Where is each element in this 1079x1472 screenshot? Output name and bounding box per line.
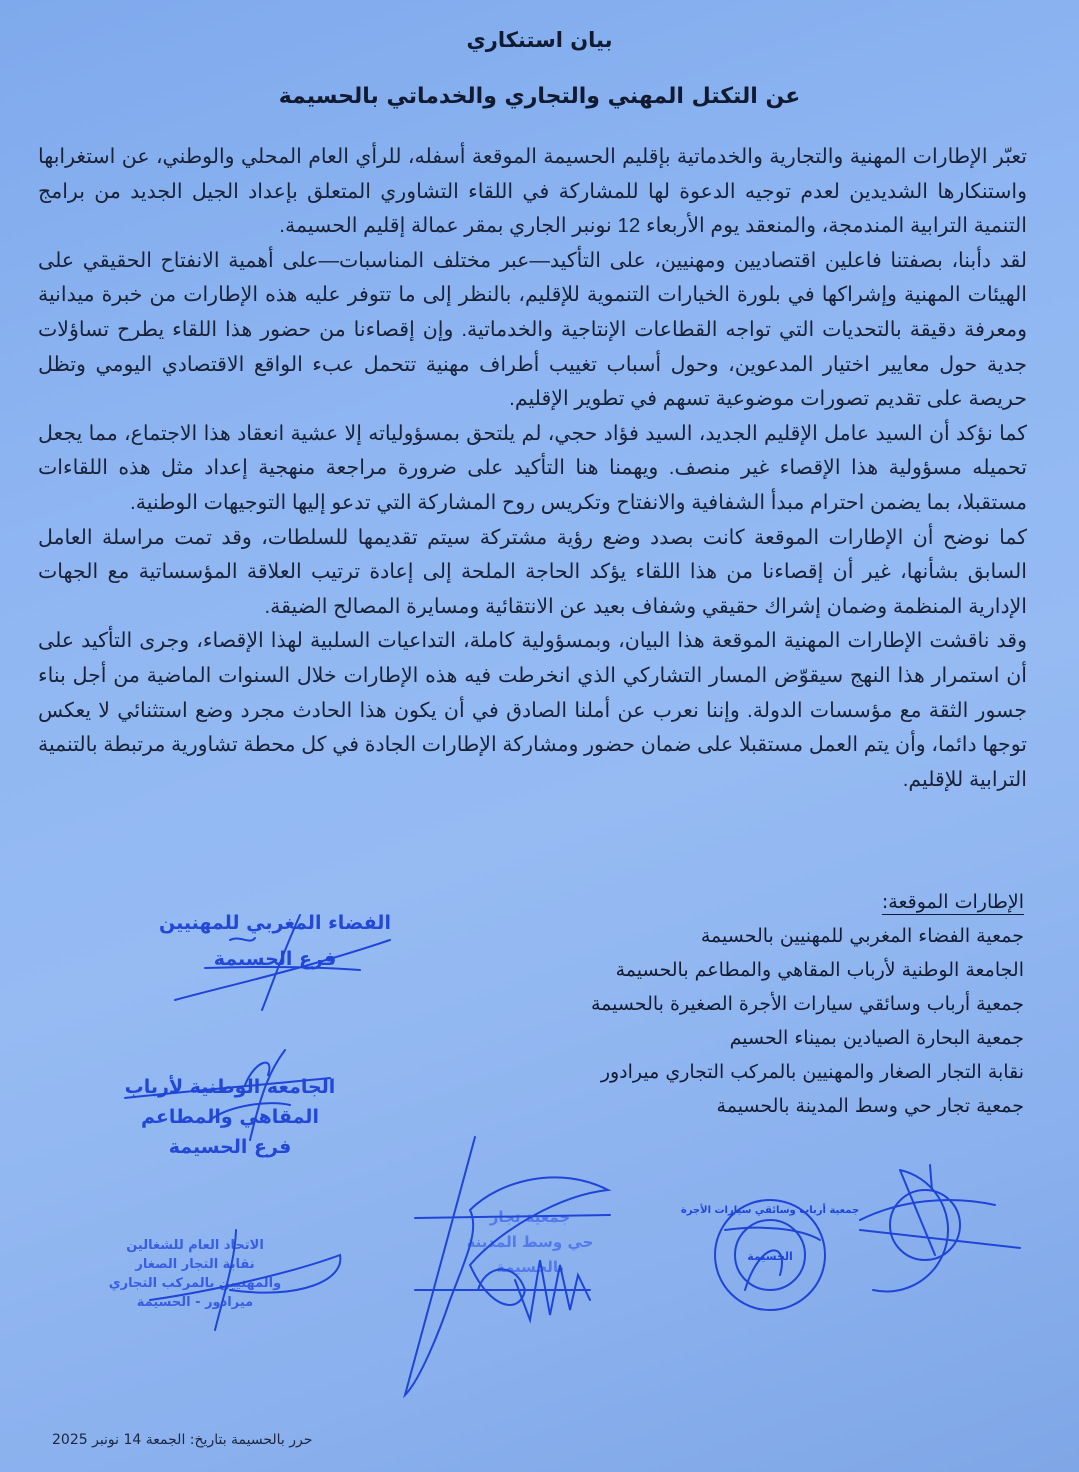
document-title: بيان استنكاري xyxy=(466,28,613,52)
stamp-line: فرع الحسيمة xyxy=(168,1136,292,1158)
paragraph: تعبّر الإطارات المهنية والتجارية والخدماتية بإقليم الحسيمة الموقعة أسفله، للرأي العام المحلي والوطني، عن استغرابها واستنكارها الشديدين لعدم توجيه الدعوة لها للمشاركة في اللقاء التشاوري المتعلق بإعداد الجيل الجديد من برامج التنمية الترابية المندمجة، والمنعقد يوم الأربعاء 12 نونبر الجاري بمقر عمالة إقليم الحسيمة. xyxy=(38,145,1027,238)
signature-2 xyxy=(125,1050,330,1140)
signature-1 xyxy=(175,915,390,1010)
stamp-line: الاتحاد العام للشغالين xyxy=(126,1238,264,1253)
signatory-item: جمعية الفضاء المغربي للمهنيين بالحسيمة xyxy=(700,925,1024,947)
stamp-line: المقاهي والمطاعم xyxy=(141,1106,319,1128)
paragraph: كما نؤكد أن السيد عامل الإقليم الجديد، السيد فؤاد حجي، لم يلتحق بمسؤولياته إلا عشية انعقاد هذا الاجتماع، مما يجعل تحميله مسؤولية هذا الإقصاء غير منصف. ويهمنا هنا التأكيد على ضرورة مراجعة منهجية إعداد مثل هذه اللقاءات مستقبلا، بما يضمن احترام مبدأ الشفافية والانفتاح وتكريس روح المشاركة التي تدعو إليها التوجيهات الوطنية. xyxy=(38,421,1027,514)
signatory-item: جمعية تجار حي وسط المدينة بالحسيمة xyxy=(716,1095,1024,1117)
stamp-line: الجامعة الوطنية لأرباب xyxy=(124,1076,336,1098)
stamp-line: حي وسط المدينة xyxy=(466,1233,594,1251)
paragraph: وقد ناقشت الإطارات المهنية الموقعة هذا البيان، وبمسؤولية كاملة، التداعيات السلبية لهذا الإقصاء، وجرى التأكيد على أن استمرار هذا النهج سيقوّض المسار التشاركي الذي انخرطت فيه هذه الإطارات خلال السنوات الماضية من أجل بناء جسور الثقة مع مؤسسات الدولة. وإننا نعرب عن أملنا الصادق في أن يكون هذا الحادث مجرد وضع استثنائي لا يعكس توجها دائما، وأن يتم العمل مستقبلا على ضمان حضور ومشاركة الإطارات الجادة في كل محطة تشاورية مرتبطة بالتنمية الترابية للإقليم. xyxy=(38,629,1027,791)
signature-3 xyxy=(150,1230,340,1330)
signatory-item: جمعية البحارة الصيادين بميناء الحسيم xyxy=(729,1027,1024,1049)
paragraph: لقد دأبنا، بصفتنا فاعلين اقتصاديين ومهنيين، على التأكيد—عبر مختلف المناسبات—على أهمية الانفتاح الحقيقي على الهيئات المهنية وإشراكها في بلورة الخيارات التنموية للإقليم، بالنظر إلى ما تتوفر عليه هذه الإطارات من خبرة ميدانية ومعرفة دقيقة بالتحديات التي تواجه القطاعات الإنتاجية والخدماتية. وإن إقصاءنا من حضور هذا اللقاء يطرح تساؤلات جدية حول معايير اختيار المدعوين، وحول أسباب تغييب أطراف مهنية تتحمل عبء الواقع الاقتصادي اليومي وتظل حريصة على تقديم تصورات موضوعية تسهم في تطوير الإقليم. xyxy=(38,248,1027,411)
stamp-line: الفضاء المغربي للمهنيين xyxy=(159,912,391,934)
signatory-item: نقابة التجار الصغار والمهنيين بالمركب التجاري ميرادور xyxy=(600,1061,1024,1083)
document-subtitle: عن التكتل المهني والتجاري والخدماتي بالحسيمة xyxy=(278,84,801,109)
stamp-line: جمعية تجار xyxy=(489,1208,571,1226)
signatory-item: جمعية أرباب وسائقي سيارات الأجرة الصغيرة بالحسيمة xyxy=(590,993,1024,1015)
seal-round-2-outer xyxy=(873,1170,948,1292)
stamp-line: ميرادور - الحسيمة xyxy=(136,1295,254,1310)
stamp-line: بالحسيمة xyxy=(495,1258,565,1276)
signatory-item: الجامعة الوطنية لأرباب المقاهي والمطاعم بالحسيمة xyxy=(615,959,1024,981)
paragraph: كما نوضح أن الإطارات الموقعة كانت بصدد وضع رؤية مشتركة سيتم تقديمها للسلطات، وقد تمت مراسلة العامل السابق بشأنها، غير أن إقصاءنا من هذا اللقاء يؤكد الحاجة الملحة إلى إعادة ترتيب العلاقة المؤسساتية مع الجهات الإدارية المنظمة وضمان إشراك حقيقي وشفاف بعيد عن الانتقائية ومسايرة المصالح الضيقة. xyxy=(38,525,1027,618)
issue-date: حرر بالحسيمة بتاريخ: الجمعة 14 نونبر 2025 xyxy=(52,1432,313,1448)
signature-4 xyxy=(405,1137,610,1395)
stamp-line: فرع الحسيمة xyxy=(213,948,337,970)
seal-taxi-center-text: الحسيمة xyxy=(747,1250,793,1263)
signatories-heading: الإطارات الموقعة: xyxy=(881,891,1024,913)
seal-taxi-arc-text: جمعية أرباب وسائقي سيارات الأجرة xyxy=(680,1205,860,1216)
stamp-line: والمهنيين بالمركب التجاري xyxy=(108,1276,282,1291)
stamp-line: نقابة التجار الصغار xyxy=(135,1257,255,1272)
